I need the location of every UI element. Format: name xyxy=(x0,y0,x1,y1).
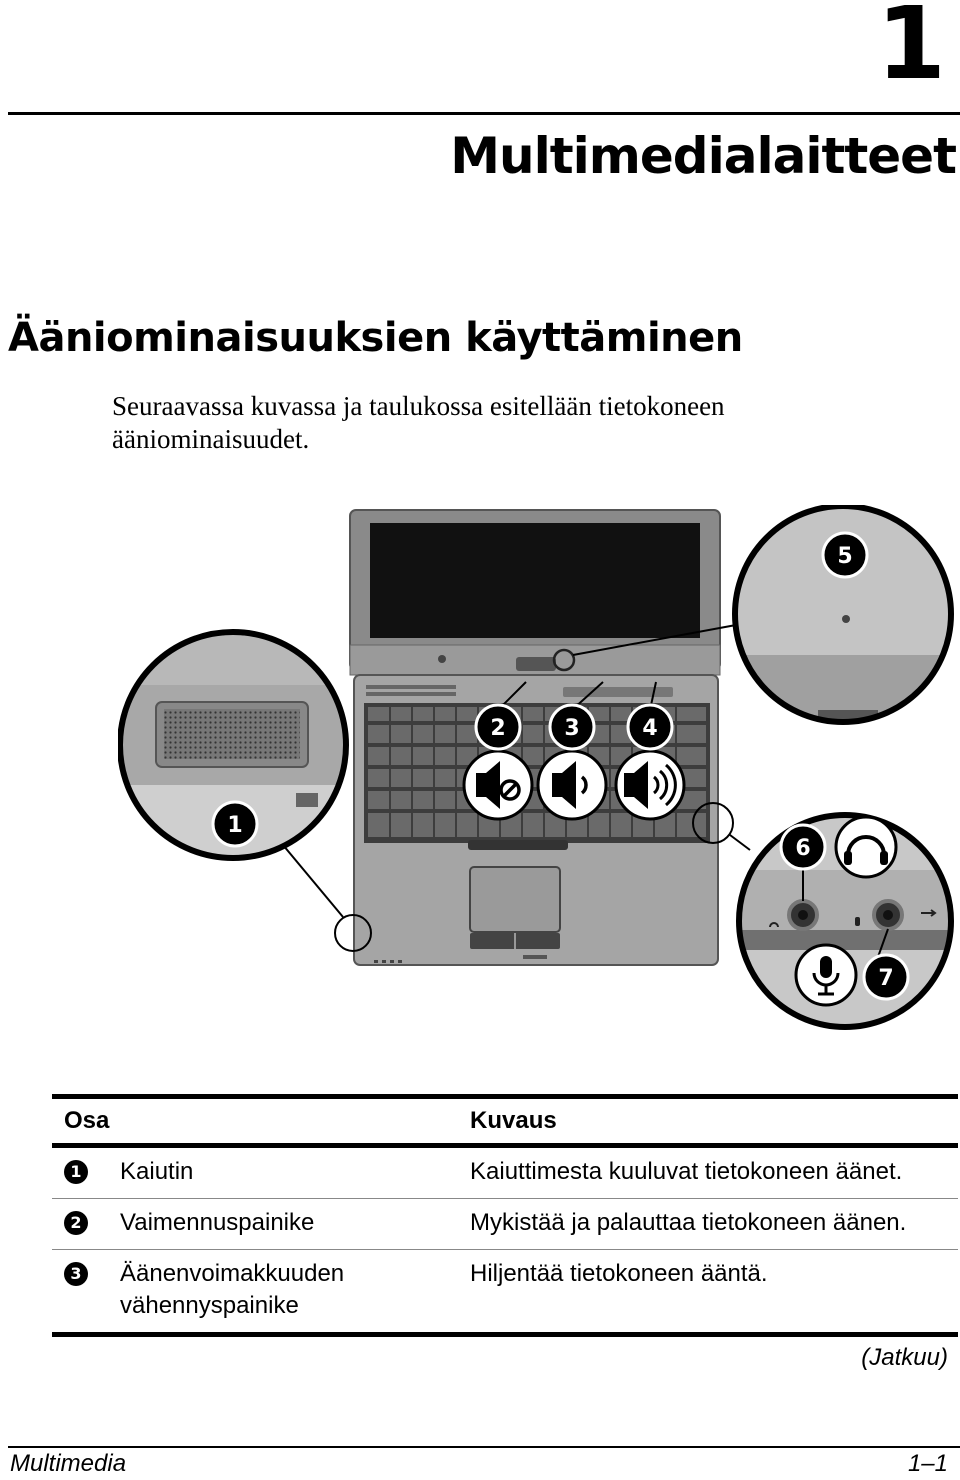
callout-7: 7 xyxy=(878,966,894,991)
audio-components-table xyxy=(52,1094,958,1337)
row-name: Vaimennuspainike xyxy=(120,1209,315,1236)
footer-section-name: Multimedia xyxy=(10,1450,127,1477)
audio-jacks-inset xyxy=(693,803,958,1027)
continued-note: (Jatkuu) xyxy=(861,1344,948,1371)
row-number: 3 xyxy=(64,1262,88,1286)
row-number: 2 xyxy=(64,1211,88,1235)
callout-2: 2 xyxy=(490,716,506,741)
table-header xyxy=(52,1099,958,1143)
table-bottom-rule xyxy=(52,1332,958,1337)
chapter-number: 1 xyxy=(876,0,942,102)
intro-paragraph: Seuraavassa kuvassa ja taulukossa esitellään tietokoneen ääniominaisuudet. xyxy=(112,391,725,454)
row-description: Kaiuttimesta kuuluvat tietokoneen äänet. xyxy=(470,1158,903,1185)
speaker-inset xyxy=(118,625,371,951)
row-name: Äänenvoimakkuuden vähennyspainike xyxy=(120,1260,345,1319)
callout-3: 3 xyxy=(564,716,580,741)
laptop-audio-figure xyxy=(118,505,958,1034)
table-row xyxy=(52,1250,958,1332)
callout-1: 1 xyxy=(227,813,243,838)
section-heading: Ääniominaisuuksien käyttäminen xyxy=(8,315,743,361)
laptop-lid xyxy=(350,510,720,675)
table-row xyxy=(52,1199,958,1249)
row-name: Kaiutin xyxy=(120,1158,194,1185)
chapter-title: Multimedialaitteet xyxy=(450,127,956,185)
header-description: Kuvaus xyxy=(470,1107,557,1134)
chapter-rule xyxy=(8,112,960,115)
row-description: Mykistää ja palauttaa tietokoneen äänen. xyxy=(470,1209,907,1236)
row-number: 1 xyxy=(64,1160,88,1184)
callout-4: 4 xyxy=(642,716,658,741)
footer-page-number: 1–1 xyxy=(907,1450,948,1477)
footer-rule xyxy=(8,1446,960,1448)
callout-6: 6 xyxy=(795,836,811,861)
row-description: Hiljentää tietokoneen ääntä. xyxy=(470,1260,768,1287)
callout-5: 5 xyxy=(837,544,853,569)
table-row xyxy=(52,1148,958,1198)
header-part: Osa xyxy=(64,1107,110,1134)
laptop-illustration xyxy=(118,505,958,1030)
